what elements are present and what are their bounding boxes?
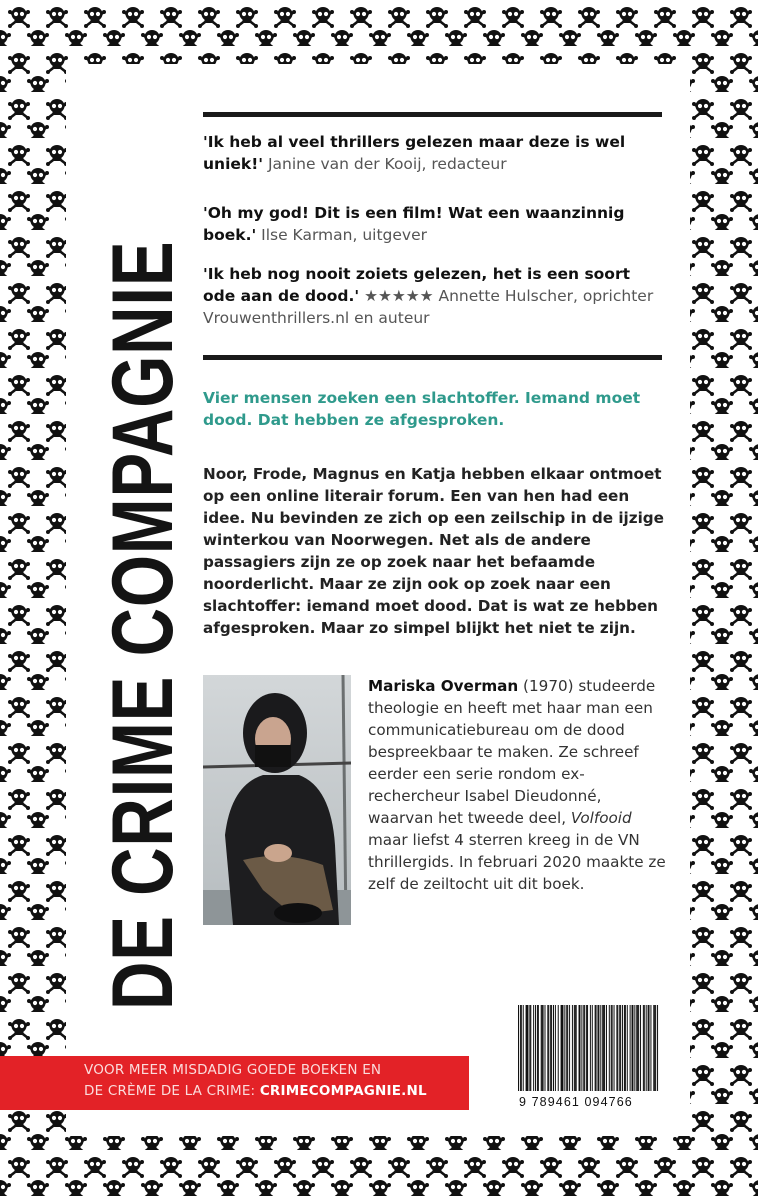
barcode-bar bbox=[636, 1005, 637, 1091]
barcode-bar bbox=[602, 1005, 603, 1091]
barcode-bar bbox=[537, 1005, 538, 1091]
quote-3-author: ★★★★★ Annette Hulscher, oprichter Vrouwenthrillers.nl en auteur bbox=[203, 287, 654, 327]
barcode-bar bbox=[530, 1005, 531, 1091]
barcode-bar bbox=[604, 1005, 605, 1091]
blurb: Noor, Frode, Magnus en Katja hebben elkaar ontmoet op een online literair forum. Een van hen had een idee. Nu bevinden ze zich op een zeilschip in de ijzige winterkou van Noorwegen. Net als de andere passagiers zijn ze op zoek naar het befaamde noorderlicht. Maar ze zijn ook op zoek naar een slachtoffer: iemand moet dood. Dat is wat ze hebben afgesproken. Maar zo simpel blijkt het niet te zijn. bbox=[203, 465, 664, 637]
barcode-bar bbox=[553, 1005, 554, 1091]
barcode-bar bbox=[592, 1005, 593, 1091]
quote-3-text: 'Ik heb nog nooit zoiets gelezen, het is een soort ode aan de dood.' bbox=[203, 265, 631, 305]
barcode-bar bbox=[624, 1005, 625, 1091]
barcode-bar bbox=[654, 1005, 655, 1091]
quote-2-author: Ilse Karman, uitgever bbox=[261, 226, 427, 244]
barcode-bar bbox=[611, 1005, 612, 1091]
barcode-bar bbox=[620, 1005, 621, 1091]
barcode-bar bbox=[581, 1005, 582, 1091]
isbn-number: 9 789461 094766 bbox=[519, 1095, 633, 1109]
barcode-bar bbox=[627, 1005, 628, 1091]
barcode-bar bbox=[526, 1005, 527, 1091]
promo-prefix: DE CRÈME DE LA CRIME: bbox=[84, 1083, 260, 1099]
barcode-bar bbox=[617, 1005, 618, 1091]
barcode-bar bbox=[609, 1005, 610, 1091]
barcode-bar bbox=[551, 1005, 552, 1091]
barcode-bar bbox=[643, 1005, 644, 1091]
barcode-bar bbox=[630, 1005, 631, 1091]
barcode-bar bbox=[555, 1005, 556, 1091]
barcode-bar bbox=[564, 1005, 565, 1091]
barcode-bar bbox=[625, 1005, 626, 1091]
barcode-bar bbox=[566, 1005, 567, 1091]
barcode-bar bbox=[548, 1005, 549, 1091]
bio-text-1: (1970) studeerde theologie en heeft met haar man een communicatiebureau om de dood bespreekbaar te maken. Ze schreef eerder een serie rondom ex-rechercheur Isabel Dieudonné, waarvan het tweede deel, bbox=[368, 677, 656, 827]
promo-text bbox=[84, 1060, 464, 1102]
barcode-bar bbox=[614, 1005, 615, 1091]
barcode-bar bbox=[586, 1005, 587, 1091]
barcode bbox=[515, 1003, 660, 1093]
quote-1-author: Janine van der Kooij, redacteur bbox=[267, 155, 507, 173]
barcode-bar bbox=[590, 1005, 591, 1091]
barcode-bar bbox=[606, 1005, 607, 1091]
barcode-bar bbox=[561, 1005, 562, 1091]
barcode-bar bbox=[520, 1005, 521, 1091]
barcode-bar bbox=[616, 1005, 617, 1091]
barcode-bar bbox=[655, 1005, 656, 1091]
promo-line-1: VOOR MEER MISDADIG GOEDE BOEKEN EN bbox=[84, 1062, 382, 1078]
barcode-bar bbox=[587, 1005, 588, 1091]
barcode-bar bbox=[649, 1005, 650, 1091]
barcode-bar bbox=[567, 1005, 568, 1091]
barcode-bar bbox=[579, 1005, 580, 1091]
bio-text-2: maar liefst 4 sterren kreeg in de VN thrillergids. In februari 2020 maakte ze zelf de zeiltocht uit dit boek. bbox=[368, 831, 666, 893]
barcode-bar bbox=[529, 1005, 530, 1091]
barcode-bar bbox=[527, 1005, 528, 1091]
vertical-title: DE CRIME COMPAGNIE bbox=[95, 240, 191, 1010]
barcode-bar bbox=[583, 1005, 584, 1091]
barcode-bar bbox=[644, 1005, 645, 1091]
barcode-bar bbox=[634, 1005, 635, 1091]
barcode-bar bbox=[542, 1005, 543, 1091]
barcode-bar bbox=[562, 1005, 563, 1091]
barcode-bar bbox=[650, 1005, 651, 1091]
barcode-bar bbox=[574, 1005, 575, 1091]
quote-1-text: 'Ik heb al veel thrillers gelezen maar deze is wel uniek!' bbox=[203, 133, 626, 173]
tagline: Vier mensen zoeken een slachtoffer. Iemand moet dood. Dat hebben ze afgesproken. bbox=[203, 389, 641, 429]
barcode-bar bbox=[527, 1005, 528, 1091]
author-bio bbox=[368, 675, 668, 895]
barcode-bar bbox=[657, 1005, 658, 1091]
barcode-bar bbox=[541, 1005, 542, 1091]
barcode-bar bbox=[576, 1005, 577, 1091]
barcode-bar bbox=[543, 1005, 544, 1091]
barcode-bar bbox=[637, 1005, 638, 1091]
barcode-bar bbox=[632, 1005, 633, 1091]
barcode-bar bbox=[572, 1005, 573, 1091]
bottom-divider bbox=[203, 355, 662, 360]
author-photo bbox=[203, 675, 351, 925]
barcode-bar bbox=[638, 1005, 639, 1091]
barcode-bar bbox=[646, 1005, 647, 1091]
barcode-bar bbox=[612, 1005, 613, 1091]
barcode-bar bbox=[544, 1005, 545, 1091]
barcode-bar bbox=[550, 1005, 551, 1091]
barcode-bar bbox=[558, 1005, 559, 1091]
barcode-bar bbox=[575, 1005, 576, 1091]
barcode-bar bbox=[598, 1005, 599, 1091]
barcode-bar bbox=[584, 1005, 585, 1091]
barcode-bar bbox=[533, 1005, 534, 1091]
quote-1 bbox=[203, 131, 663, 175]
barcode-bar bbox=[648, 1005, 649, 1091]
promo-line-2 bbox=[84, 1081, 464, 1102]
quote-2 bbox=[203, 202, 663, 246]
barcode-bar bbox=[640, 1005, 641, 1091]
barcode-bar bbox=[595, 1005, 596, 1091]
barcode-bar bbox=[579, 1005, 580, 1091]
barcode-bar bbox=[518, 1005, 519, 1091]
barcode-bar bbox=[603, 1005, 604, 1091]
barcode-bar bbox=[547, 1005, 548, 1091]
barcode-bar bbox=[535, 1005, 536, 1091]
barcode-bar bbox=[562, 1005, 563, 1091]
barcode-bar bbox=[619, 1005, 620, 1091]
barcode-bar bbox=[632, 1005, 633, 1091]
barcode-bar bbox=[538, 1005, 539, 1091]
top-divider bbox=[203, 112, 662, 117]
barcode-bar bbox=[523, 1005, 524, 1091]
barcode-bar bbox=[521, 1005, 522, 1091]
website-link[interactable]: CRIMECOMPAGNIE.NL bbox=[259, 1083, 427, 1099]
quote-3 bbox=[203, 263, 663, 329]
author-name: Mariska Overman bbox=[368, 677, 519, 695]
barcode-bar bbox=[653, 1005, 654, 1091]
barcode-bar bbox=[569, 1005, 570, 1091]
barcode-bar bbox=[600, 1005, 601, 1091]
barcode-bar bbox=[596, 1005, 597, 1091]
quote-2-text: 'Oh my god! Dit is een film! Wat een waanzinnig boek.' bbox=[203, 204, 625, 244]
barcode-bar bbox=[622, 1005, 623, 1091]
barcode-bar bbox=[597, 1005, 598, 1091]
book-title: Volfooid bbox=[570, 809, 632, 827]
